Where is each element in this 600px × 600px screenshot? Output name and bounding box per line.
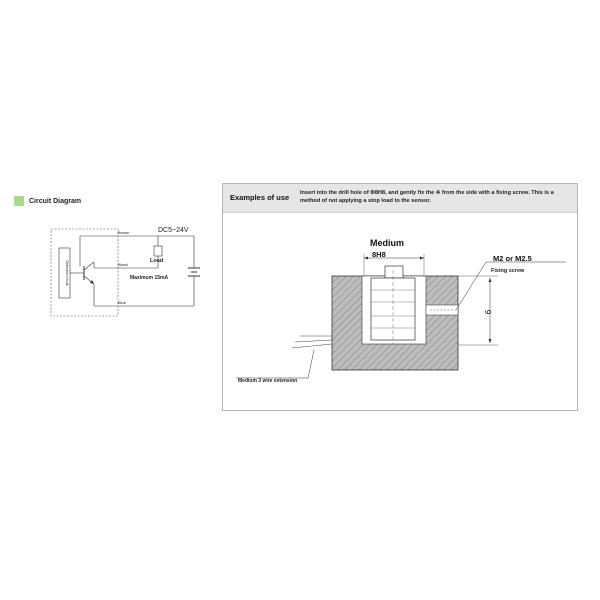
load-label: Load (150, 258, 164, 264)
medium-label: Medium (370, 238, 405, 248)
detection-circuit-label: Detection circuit (65, 260, 69, 286)
height-dimension-label: 9 (483, 309, 492, 315)
supply-voltage-label: DC5~24V (158, 227, 189, 234)
panel-title: Examples of use (230, 193, 290, 202)
wire-brown-label: Brown (118, 230, 130, 235)
circuit-diagram-title: Circuit Diagram (29, 197, 82, 205)
fixing-screw-label: Fixing screw (491, 268, 525, 274)
sensor-wires (292, 336, 332, 348)
wire-extension-label: Medium 3 wire extension (238, 378, 298, 384)
usage-description: Insert into the drill hole of Φ8H8, and gently fix the ※ from the side with a fixing screw. This is a method of not applying a stop load to the sensor. (300, 190, 554, 204)
sensor-body (371, 266, 415, 345)
fit-tolerance-label: 8H8 (372, 250, 386, 259)
max-current-label: Maximum 15mA (130, 275, 169, 281)
wire-black-label: Black (118, 262, 128, 267)
screw-size-label: M2 or M2.5 (493, 254, 532, 263)
wire-blue-label: Blue (118, 300, 127, 305)
